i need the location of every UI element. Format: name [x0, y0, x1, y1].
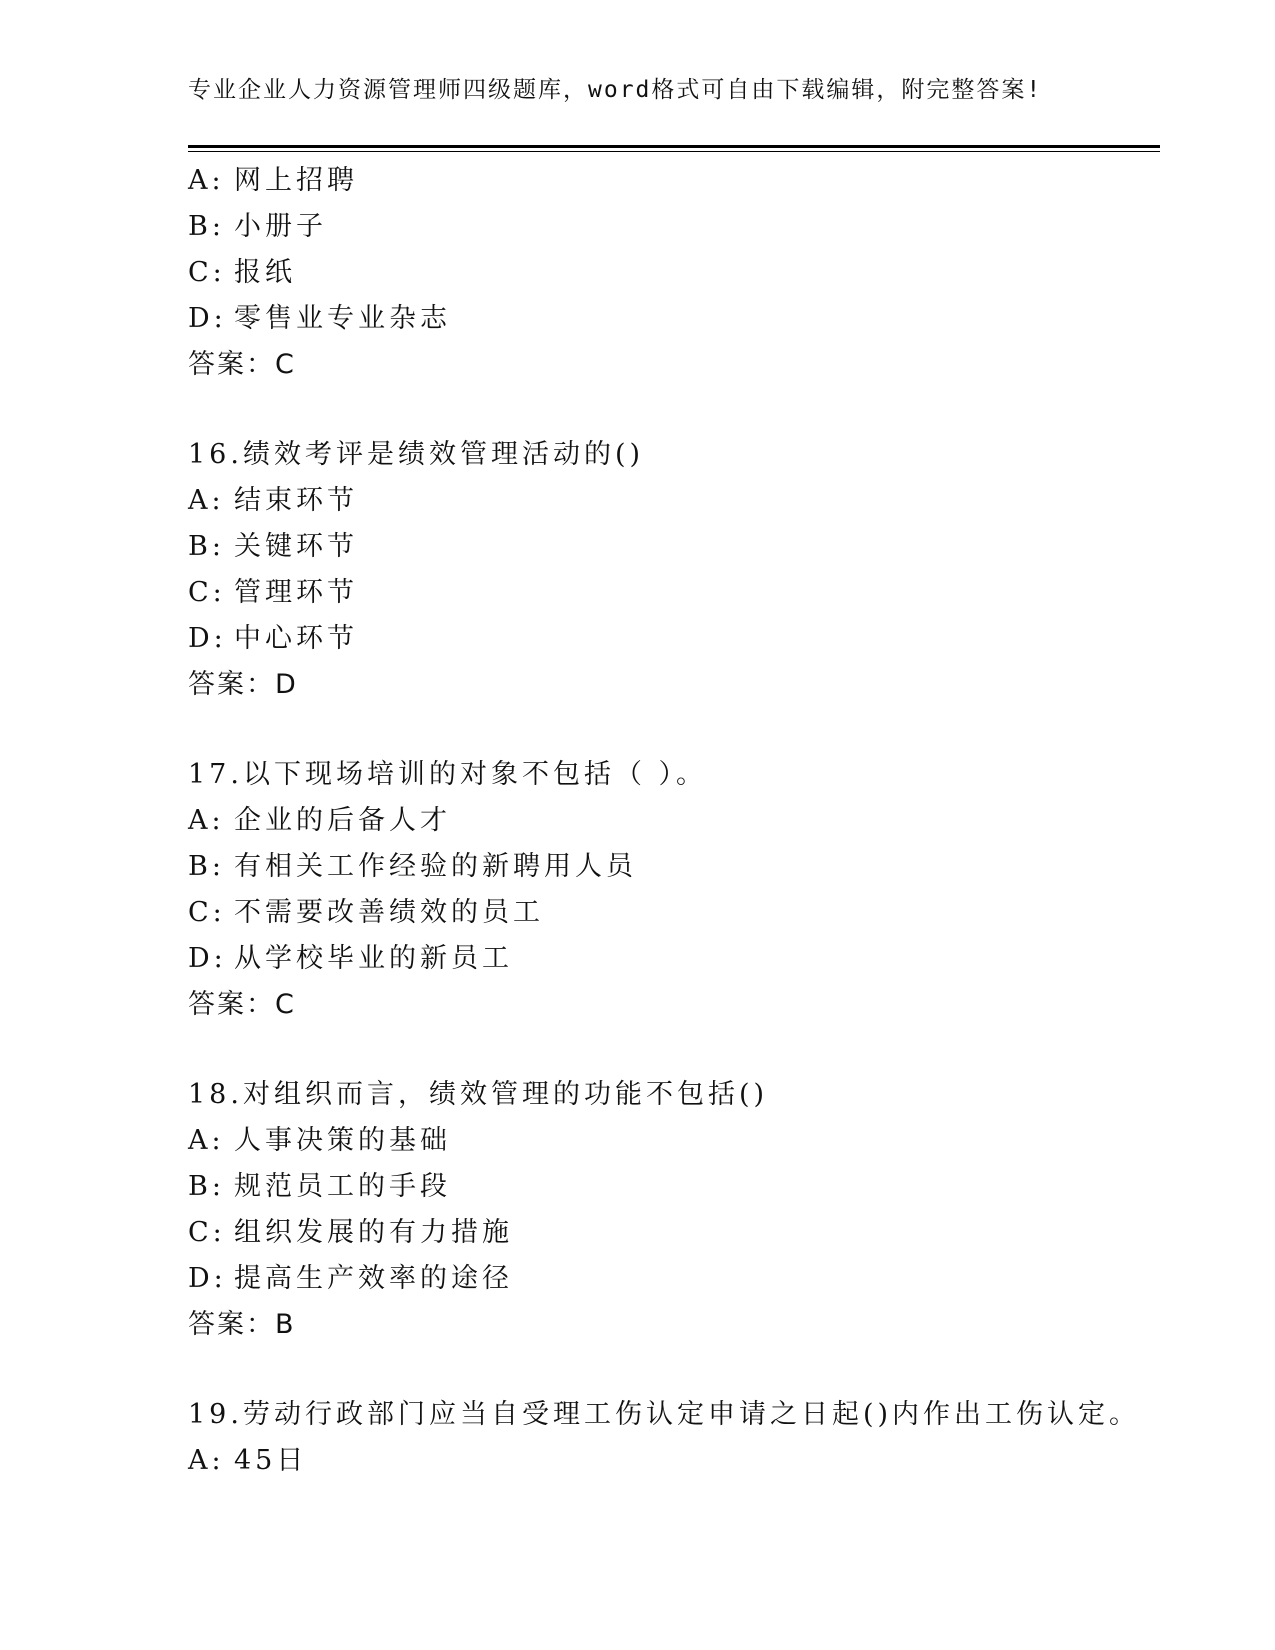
- option-letter: A:: [188, 805, 225, 836]
- option-row: [188, 158, 1158, 204]
- option-letter: D:: [188, 623, 227, 654]
- option-text: 有相关工作经验的新聘用人员: [234, 851, 637, 882]
- option-text: 组织发展的有力措施: [234, 1217, 513, 1248]
- option-text: 企业的后备人才: [234, 805, 451, 836]
- question-block: [188, 1072, 1158, 1348]
- page-header: 专业企业人力资源管理师四级题库，word格式可自由下载编辑，附完整答案!: [188, 77, 1043, 103]
- option-text: 报纸: [234, 257, 296, 288]
- option-row: [188, 1210, 1158, 1256]
- question-list: [188, 158, 1158, 1484]
- option-row: [188, 1164, 1158, 1210]
- question-block: [188, 432, 1158, 708]
- question-title: 19.劳动行政部门应当自受理工伤认定申请之日起()内作出工伤认定。: [188, 1399, 1141, 1430]
- option-letter: A:: [188, 1125, 225, 1156]
- answer-line: 答案：C: [188, 989, 296, 1020]
- option-letter: B:: [188, 851, 225, 882]
- option-text: 人事决策的基础: [234, 1125, 451, 1156]
- option-row: [188, 936, 1158, 982]
- option-row: [188, 204, 1158, 250]
- header-rule-thick: [188, 145, 1160, 148]
- option-letter: A:: [188, 1445, 225, 1476]
- option-text: 45日: [234, 1445, 308, 1476]
- option-letter: D:: [188, 1263, 227, 1294]
- option-row: [188, 478, 1158, 524]
- option-text: 结束环节: [234, 485, 358, 516]
- option-text: 网上招聘: [234, 165, 358, 196]
- option-letter: A:: [188, 165, 225, 196]
- option-row: [188, 1438, 1158, 1484]
- question-title: 17.以下现场培训的对象不包括（ ）。: [188, 759, 708, 790]
- answer-line: 答案：D: [188, 669, 298, 700]
- option-letter: D:: [188, 943, 227, 974]
- question-title: 18.对组织而言，绩效管理的功能不包括(): [188, 1079, 769, 1110]
- question-title: 16.绩效考评是绩效管理活动的(): [188, 439, 645, 470]
- question-block: [188, 158, 1158, 388]
- option-letter: C:: [188, 897, 226, 928]
- option-letter: B:: [188, 531, 225, 562]
- answer-line: 答案：C: [188, 349, 296, 380]
- option-text: 小册子: [234, 211, 327, 242]
- option-text: 关键环节: [234, 531, 358, 562]
- option-row: [188, 1118, 1158, 1164]
- option-text: 中心环节: [234, 623, 358, 654]
- option-letter: B:: [188, 211, 225, 242]
- option-letter: C:: [188, 577, 226, 608]
- option-row: [188, 616, 1158, 662]
- option-row: [188, 798, 1158, 844]
- option-row: [188, 1256, 1158, 1302]
- option-text: 提高生产效率的途径: [234, 1263, 513, 1294]
- option-text: 管理环节: [234, 577, 358, 608]
- option-row: [188, 570, 1158, 616]
- option-row: [188, 524, 1158, 570]
- option-text: 规范员工的手段: [234, 1171, 451, 1202]
- answer-line: 答案：B: [188, 1309, 296, 1340]
- option-text: 零售业专业杂志: [234, 303, 451, 334]
- header-rule-thin: [188, 151, 1160, 152]
- option-text: 不需要改善绩效的员工: [234, 897, 544, 928]
- option-letter: A:: [188, 485, 225, 516]
- option-letter: B:: [188, 1171, 225, 1202]
- option-row: [188, 250, 1158, 296]
- option-text: 从学校毕业的新员工: [234, 943, 513, 974]
- option-row: [188, 296, 1158, 342]
- option-row: [188, 844, 1158, 890]
- option-letter: C:: [188, 1217, 226, 1248]
- question-block: [188, 752, 1158, 1028]
- option-letter: C:: [188, 257, 226, 288]
- option-letter: D:: [188, 303, 227, 334]
- question-block: [188, 1392, 1158, 1484]
- option-row: [188, 890, 1158, 936]
